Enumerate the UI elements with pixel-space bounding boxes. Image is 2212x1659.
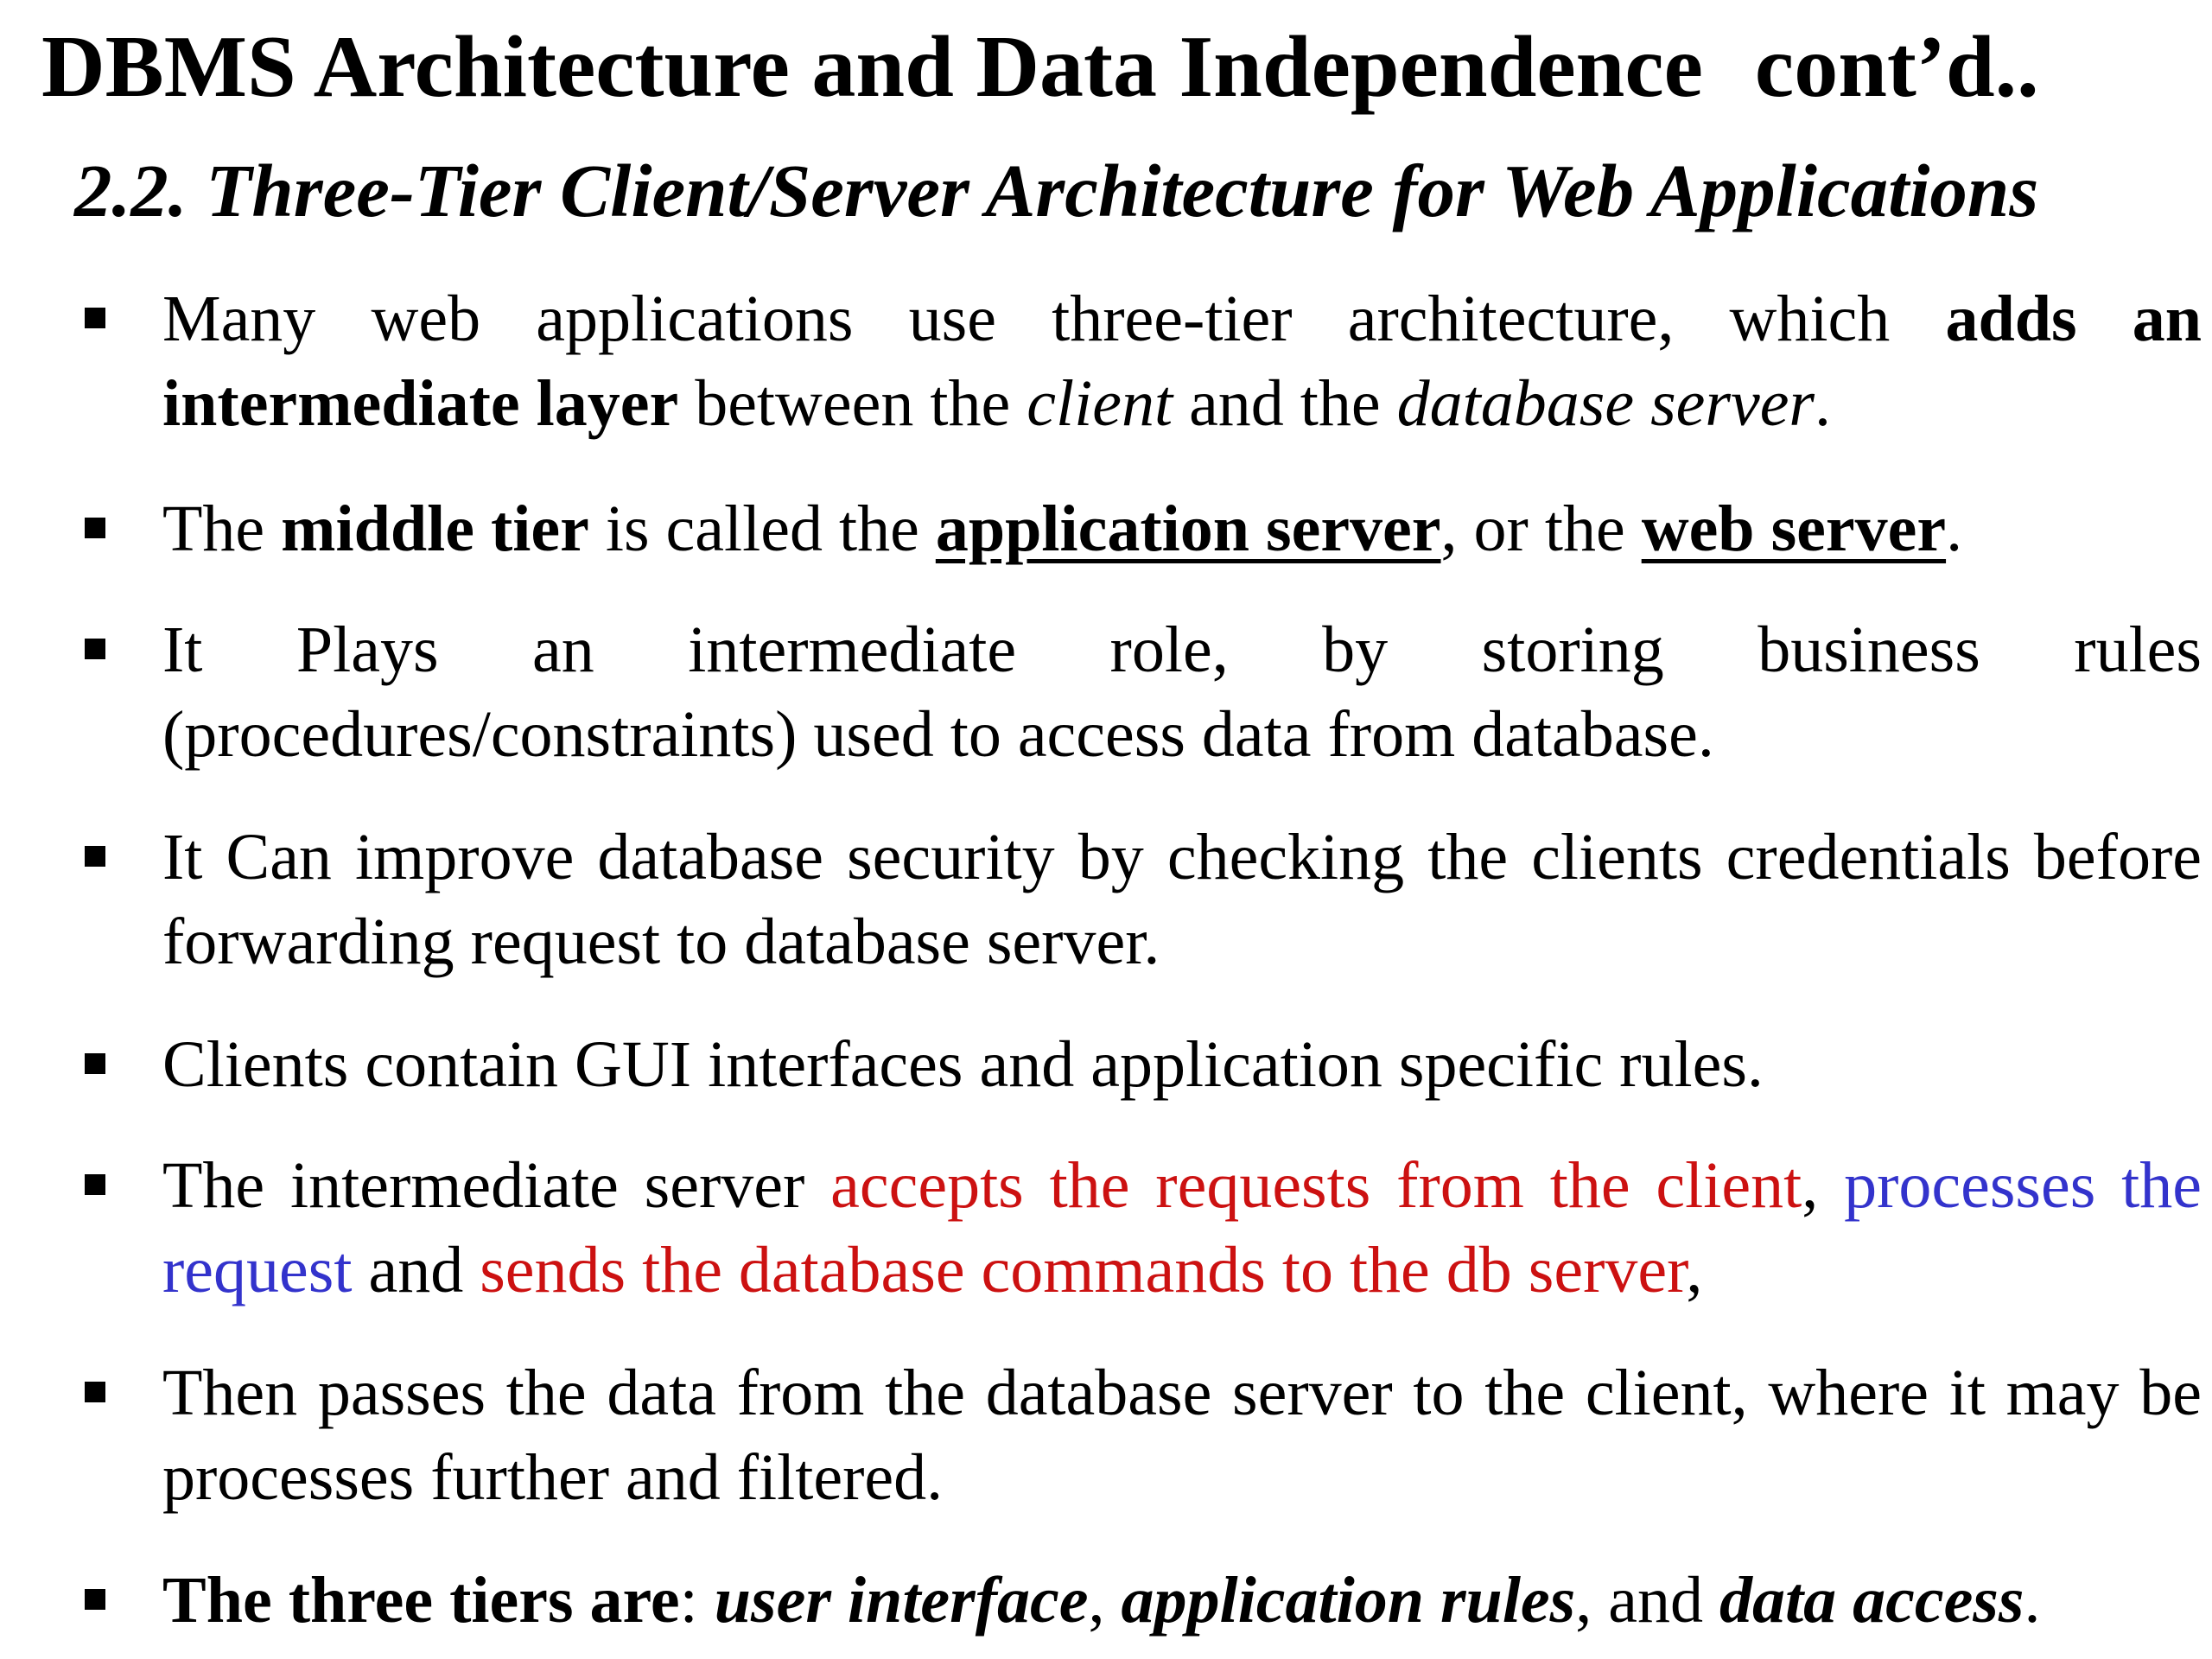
square-bullet-icon	[85, 1589, 105, 1610]
bullet-6-text-3: ,	[1802, 1149, 1845, 1222]
bullet-2-text-1: The	[162, 493, 282, 565]
slide-subtitle: 2.2. Three-Tier Client/Server Architecture for Web Applications	[74, 149, 2039, 232]
bullet-8-text-8: .	[2024, 1564, 2041, 1637]
bullet-item-5	[162, 1022, 2202, 1107]
bullet-6-text-5: and	[352, 1234, 480, 1306]
bullet-8-text-2: :	[679, 1564, 715, 1637]
bullet-2-text-7: .	[1946, 493, 1963, 565]
bullet-6-processes-request-phrase: processes the request	[162, 1149, 2202, 1306]
bullet-8-three-tiers-label: The three tiers are	[162, 1564, 680, 1637]
bullet-1-text-1: Many web applications use three-tier architecture, which	[162, 283, 1946, 355]
square-bullet-icon	[85, 518, 105, 538]
bullet-8-text-4: ,	[1088, 1564, 1122, 1637]
bullet-1-database-server-term: database server	[1396, 367, 1815, 440]
bullet-6-text-1: The intermediate server	[162, 1149, 831, 1222]
bullet-8-text-6: , and	[1575, 1564, 1719, 1637]
bullet-1-text-3: between the	[678, 367, 1027, 440]
bullet-item-4	[162, 815, 2202, 984]
bullet-4-text: It Can improve database security by checking the clients credentials before forwarding request to database server.	[162, 821, 2202, 978]
bullet-item-2	[162, 486, 2202, 571]
bullet-6-sends-commands-phrase: sends the database commands to the db server	[480, 1234, 1687, 1306]
bullet-8-application-rules-term: application rules	[1121, 1564, 1576, 1637]
bullet-5-text: Clients contain GUI interfaces and application specific rules.	[162, 1028, 1764, 1101]
bullet-7-text: Then passes the data from the database server to the client, where it may be processes further and filtered.	[162, 1357, 2202, 1514]
bullet-1-emphasis-intermediate-layer: adds an intermediate layer	[162, 283, 2202, 440]
bullet-6-text-7: ,	[1686, 1234, 1703, 1306]
square-bullet-icon	[85, 846, 105, 867]
bullet-item-7	[162, 1351, 2202, 1520]
bullet-item-3	[162, 607, 2202, 777]
bullet-6-accepts-requests-phrase: accepts the requests from the client	[830, 1149, 1802, 1222]
slide-title-main: DBMS Architecture and Data Independence	[41, 18, 1703, 116]
square-bullet-icon	[85, 1174, 105, 1195]
bullet-2-middle-tier-term: middle tier	[281, 493, 589, 565]
square-bullet-icon	[85, 308, 105, 328]
bullet-2-web-server-term: web server	[1641, 493, 1947, 565]
bullet-3-text: It Plays an intermediate role, by storing business rules (procedures/constraints) used to access data from database.	[162, 613, 2202, 771]
bullet-item-1	[162, 276, 2202, 446]
bullet-2-text-5: , or the	[1440, 493, 1642, 565]
square-bullet-icon	[85, 1382, 105, 1402]
bullet-2-text-3: is called the	[588, 493, 936, 565]
bullet-2-application-server-term: application server	[935, 493, 1441, 565]
square-bullet-icon	[85, 1053, 105, 1074]
bullet-item-6	[162, 1143, 2202, 1313]
bullet-8-user-interface-term: user interface	[714, 1564, 1089, 1637]
bullet-8-data-access-term: data access	[1719, 1564, 2024, 1637]
square-bullet-icon	[85, 639, 105, 659]
bullet-item-8	[162, 1558, 2202, 1643]
bullet-1-client-term: client	[1027, 367, 1173, 440]
slide-title	[41, 16, 2039, 119]
slide-title-cont: cont’d..	[1754, 18, 2039, 116]
bullet-1-text-7: .	[1815, 367, 1832, 440]
bullet-1-text-5: and the	[1173, 367, 1397, 440]
